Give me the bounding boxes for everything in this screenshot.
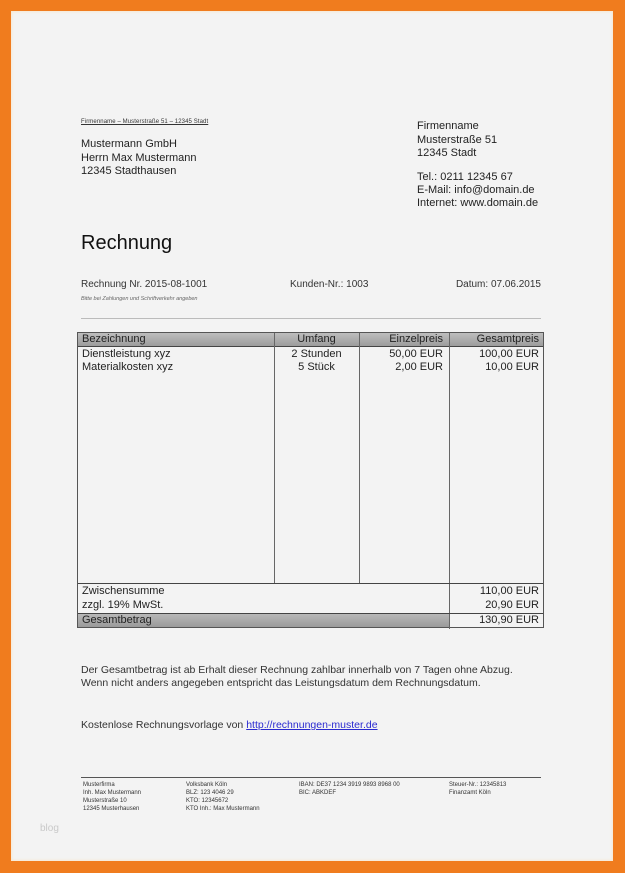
footer-bank xyxy=(186,781,260,813)
footer-text: Volksbank Köln xyxy=(186,782,228,788)
company-name: Firmenname xyxy=(417,120,479,132)
header-total: Gesamtpreis xyxy=(476,333,539,345)
invoice-number: Rechnung Nr. 2015-08-1001 xyxy=(81,279,208,290)
recipient-address xyxy=(81,138,197,179)
footer-iban xyxy=(299,781,400,797)
footer-text: KTO Inh.: Max Mustermann xyxy=(186,806,260,812)
recipient-company: Mustermann GmbH xyxy=(81,138,177,150)
template-credit xyxy=(81,719,378,731)
payment-term-line: Der Gesamtbetrag ist ab Erhalt dieser Rechnung zahlbar innerhalb von 7 Tagen ohne Abzug. xyxy=(81,664,513,676)
header-unit-price: Einzelpreis xyxy=(389,333,443,345)
item-quantity: 5 Stück xyxy=(298,361,335,373)
header-quantity: Umfang xyxy=(297,333,336,345)
footer-text: Musterfirma xyxy=(83,782,115,788)
footer-text: BLZ: 123 4046 29 xyxy=(186,790,234,796)
column-divider xyxy=(359,333,360,583)
document-title: Rechnung xyxy=(81,232,173,254)
invoice-page xyxy=(11,11,613,861)
template-credit-text: Kostenlose Rechnungsvorlage von xyxy=(81,719,247,731)
vat-value: 20,90 EUR xyxy=(485,599,539,611)
recipient-city: 12345 Stadthausen xyxy=(81,165,177,177)
template-credit-link[interactable]: http://rechnungen-muster.de xyxy=(246,719,378,731)
column-divider xyxy=(449,333,450,629)
subtotal-label: Zwischensumme xyxy=(82,585,165,597)
company-web: Internet: www.domain.de xyxy=(417,197,539,209)
item-total: 10,00 EUR xyxy=(485,361,539,373)
vat-label: zzgl. 19% MwSt. xyxy=(82,599,164,611)
total-label: Gesamtbetrag xyxy=(82,614,152,626)
reference-note: Bitte bei Zahlungen und Schriftverkehr angeben xyxy=(81,296,198,302)
company-street: Musterstraße 51 xyxy=(417,133,498,146)
company-contact xyxy=(417,171,538,210)
footer-text: KTO: 12345672 xyxy=(186,798,229,804)
summary-divider xyxy=(78,583,543,584)
item-unit-price: 50,00 EUR xyxy=(389,348,443,360)
service-date-note: Wenn nicht anders angegeben entspricht das Leistungsdatum dem Rechnungsdatum. xyxy=(81,677,481,689)
invoice-date: Datum: 07.06.2015 xyxy=(455,279,541,290)
divider xyxy=(81,318,541,319)
company-address xyxy=(417,120,497,161)
company-email: E-Mail: info@domain.de xyxy=(417,184,535,196)
company-city: 12345 Stadt xyxy=(417,147,477,159)
table-header xyxy=(78,333,543,347)
header-description: Bezeichnung xyxy=(82,333,146,345)
footer-text: Finanzamt Köln xyxy=(449,790,491,796)
recipient-person: Herrn Max Mustermann xyxy=(81,151,197,164)
watermark: blog xyxy=(40,823,59,834)
footer-text: IBAN: DE37 1234 3919 9893 8968 00 xyxy=(299,782,400,788)
item-description: Materialkosten xyz xyxy=(82,361,174,373)
customer-number: Kunden-Nr.: 1003 xyxy=(290,279,369,290)
item-total: 100,00 EUR xyxy=(479,348,539,360)
line-items-table xyxy=(77,332,544,628)
item-unit-price: 2,00 EUR xyxy=(395,361,443,373)
footer-tax xyxy=(449,781,506,797)
sender-return-address: Firmenname – Musterstraße 51 – 12345 Stadt xyxy=(81,119,209,125)
footer-text: Musterstraße 10 xyxy=(83,798,127,804)
subtotal-value: 110,00 EUR xyxy=(479,585,539,597)
footer-text: BIC: ABKDEF xyxy=(299,790,337,796)
total-value: 130,90 EUR xyxy=(479,614,539,626)
footer-text: Steuer-Nr.: 12345813 xyxy=(449,782,507,788)
footer-text: 12345 Musterhausen xyxy=(83,806,140,812)
payment-terms xyxy=(81,664,551,690)
footer-divider xyxy=(81,777,541,778)
item-description: Dienstleistung xyz xyxy=(82,348,171,360)
item-quantity: 2 Stunden xyxy=(291,348,342,360)
company-phone: Tel.: 0211 12345 67 xyxy=(417,171,513,183)
footer-text: Inh. Max Mustermann xyxy=(83,790,142,796)
footer-company xyxy=(83,781,141,813)
